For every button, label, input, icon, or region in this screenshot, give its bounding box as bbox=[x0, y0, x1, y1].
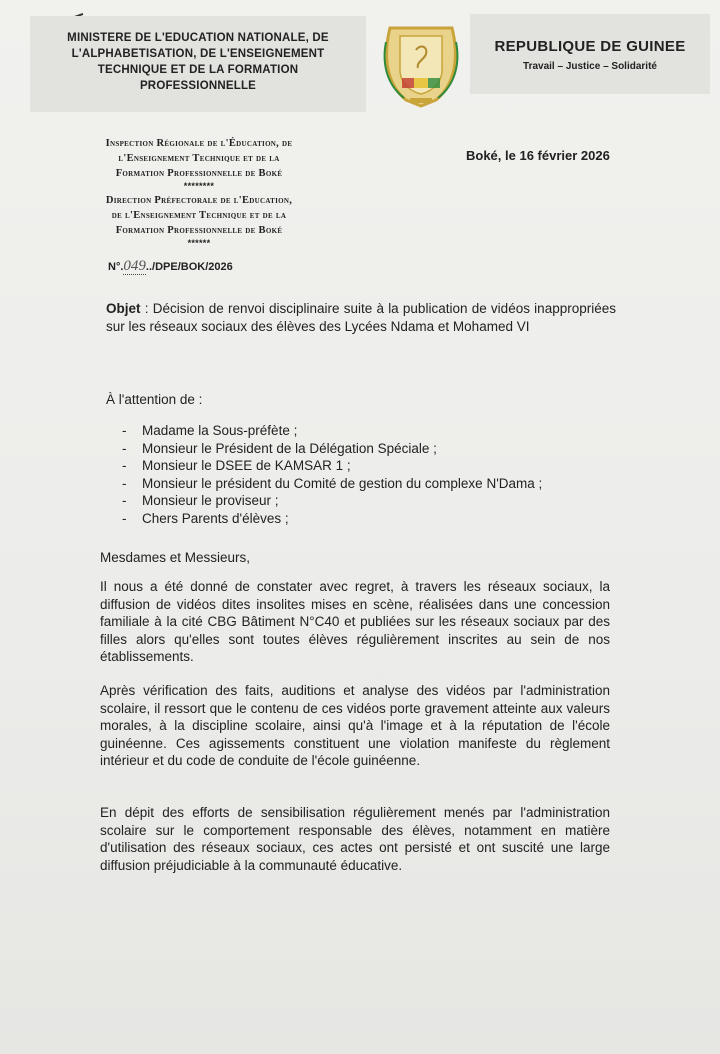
inspection-line: l'Enseignement Technique et de la bbox=[118, 153, 280, 164]
list-item: - Madame la Sous-préfète ; bbox=[122, 422, 542, 440]
list-item: - Monsieur le président du Comité de gestion du complexe N'Dama ; bbox=[122, 475, 542, 493]
direction-block bbox=[58, 193, 340, 248]
list-item: - Monsieur le proviseur ; bbox=[122, 492, 542, 510]
inspection-stars: ******** bbox=[183, 181, 215, 191]
body-paragraph-2: Après vérification des faits, auditions et analyse des vidéos par l'administration scolaire, il ressort que le contenu de ces vidéos porte gravement atteinte aux valeurs morales, à la discipline scolaire, ainsi qu'à l'image et à la réputation de l'école guinéenne. Ces agissements constituent une violation manifeste du règlement intérieur et du code de conduite de l'école guinéenne. bbox=[100, 683, 610, 768]
direction-line: Direction Préfectorale de l'Education, bbox=[105, 195, 293, 206]
list-item: - Monsieur le Président de la Délégation Spéciale ; bbox=[122, 440, 542, 458]
guinea-coat-of-arms-icon bbox=[380, 22, 462, 108]
letter-date: Boké, le 16 février 2026 bbox=[466, 148, 610, 163]
inspection-line: Inspection Régionale de l'Éducation, de bbox=[105, 138, 293, 149]
direction-stars: ****** bbox=[187, 238, 211, 248]
body-paragraph-1: Il nous a été donné de constater avec regret, à travers les réseaux sociaux, la diffusion de vidéos dites insolites mises en scène, réalisées dans une concession familiale à la cité CBG Bâtiment N°C40 et publiées sur les réseaux sociaux par des filles alors qu'elles sont toutes élèves régulièrement inscrites au sein de nos établissements. bbox=[100, 579, 610, 664]
reference-number bbox=[108, 258, 233, 275]
list-item: - Chers Parents d'élèves ; bbox=[122, 510, 542, 528]
salutation: Mesdames et Messieurs, bbox=[100, 550, 251, 565]
objet-paragraph bbox=[106, 300, 616, 335]
reference-suffix: ../DPE/BOK/2026 bbox=[145, 261, 233, 273]
reference-handwritten-number: 049 bbox=[123, 258, 146, 274]
objet-label: Objet bbox=[106, 301, 141, 316]
ministry-line: TECHNIQUE ET DE LA FORMATION bbox=[97, 64, 299, 76]
objet-text: : Décision de renvoi disciplinaire suite à la publication de vidéos inappropriées sur les réseaux sociaux des élèves des Lycées Ndama et Mohamed VI bbox=[106, 301, 616, 334]
body-paragraph-3: En dépit des efforts de sensibilisation régulièrement menés par l'administration scolaire sur le comportement responsable des élèves, notamment en matière d'utilisation des réseaux sociaux, ces actes ont persisté et ont suscité une large diffusion préjudiciable à la communauté éducative. bbox=[100, 805, 610, 873]
ministry-line: L'ALPHABETISATION, DE L'ENSEIGNEMENT bbox=[71, 48, 325, 60]
list-item: - Monsieur le DSEE de KAMSAR 1 ; bbox=[122, 457, 542, 475]
inspection-block bbox=[58, 136, 340, 191]
direction-line: de l'Enseignement Technique et de la bbox=[111, 210, 287, 221]
republic-motto: Travail – Justice – Solidarité bbox=[523, 61, 657, 72]
recipient-list bbox=[122, 422, 542, 527]
ministry-line: PROFESSIONNELLE bbox=[139, 80, 257, 92]
attention-line: À l'attention de : bbox=[106, 392, 203, 407]
republic-header bbox=[470, 14, 710, 94]
direction-line: Formation Professionnelle de Boké bbox=[115, 225, 283, 236]
inspection-line: Formation Professionnelle de Boké bbox=[115, 168, 283, 179]
ministry-line: MINISTERE DE L'EDUCATION NATIONALE, DE bbox=[67, 32, 329, 44]
ministry-header bbox=[30, 16, 366, 112]
republic-title: REPUBLIQUE DE GUINEE bbox=[494, 38, 686, 55]
reference-prefix: N°. bbox=[108, 261, 124, 273]
